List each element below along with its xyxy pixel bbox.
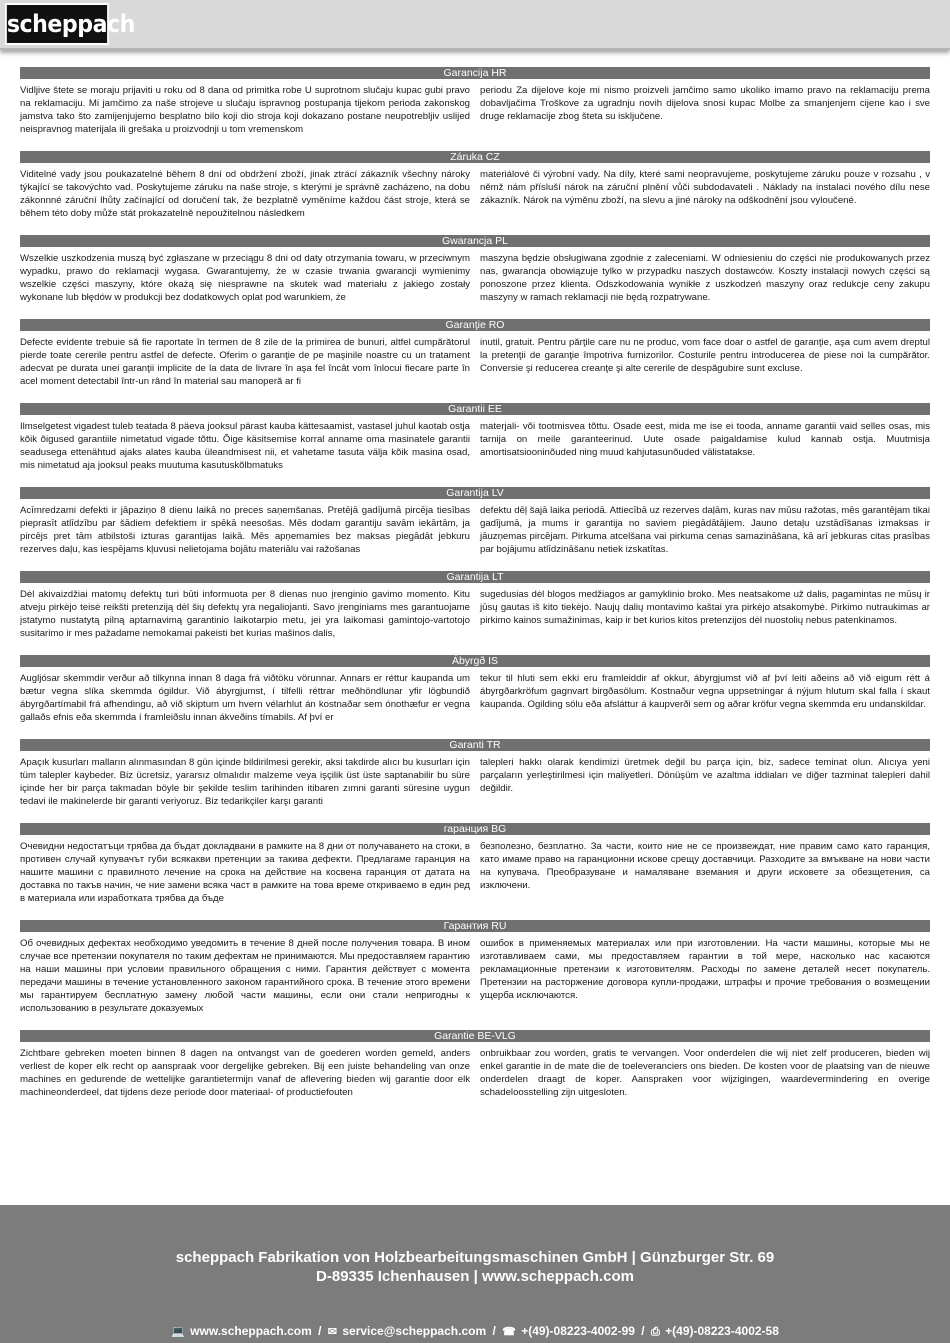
section-text-left: Defecte evidente trebuie să fie raportate în termen de 8 zile de la primirea de bunuri, altfel cumpărătorul pierde toate cererile pentru astfel de defecte. Oferim o garanţie de pe maşinile noastre cu un tratament adecvat pe durata unei garanţii implicite de la data de livrare în aşa fel încât vom înlocui fiecare parte în acel moment detectabil într-un rând în material sau manoperă ar fi <box>20 337 470 388</box>
section-title: Gwarancja PL <box>20 235 930 247</box>
header-bar <box>0 0 950 50</box>
warranty-section <box>20 151 930 235</box>
warranty-section <box>20 487 930 571</box>
section-body <box>20 583 930 640</box>
warranty-section <box>20 920 930 1030</box>
section-body <box>20 247 930 304</box>
section-text-right: ошибок в применяемых материалах или при изготовлении. На части машины, которые мы не изготавливаем сами, мы предоставляем гарантии в той мере, насколько нас касаются рекламационные претензии к изготовителям. Расходы по замене деталей несет покупатель. Претензии на расторжение договора купли-продажи, штрафы и прочие требования о возмещении ущерба исключаются. <box>480 938 930 1002</box>
section-text-right: inutil, gratuit. Pentru părţile care nu ne produc, vom face doar o astfel de garanţie, aşa cum avem dreptul la pretenţii de garanţie împotriva furnizorilor. Costurile pentru introducerea de piese noi la cumpărător. Conversie şi reducerea creanţe şi alte cererile de despăgubire sunt excluse. <box>480 337 930 375</box>
section-body <box>20 751 930 808</box>
section-text-left: Augljósar skemmdir verður að tilkynna innan 8 daga frá viðtöku vörunnar. Annars er réttur kaupanda um bætur vegna slíka skemmda ógildur. Við ábyrgjumst, í tilfelli réttrar meðhöndlunar yfir lögbundið ábyrgðartímabil frá afhendingu, að við skiptum um hvern vélarhlut án kostnaðar sem ónothæfur er vegna gallaðs efnis eða skemmda í framleiðslu innan ákveðins tímabils. Af því er <box>20 673 470 724</box>
warranty-sections <box>20 67 930 1114</box>
section-body <box>20 1042 930 1099</box>
section-title: Garantija LT <box>20 571 930 583</box>
section-title: Гарантия RU <box>20 920 930 932</box>
footer-web-link[interactable]: www.scheppach.com <box>190 1324 312 1338</box>
section-text-right: materiálové či výrobní vady. Na díly, které sami neopravujeme, poskytujeme záruku pouze v rozsahu , v němž nám přísluší nárok na záruční plnění vůči subdodavateli . Náklady na instalaci nového dílu nese zákazník. Nárok na výměnu zboží, na slevu a jiné nároky na odškodnění jsou vyloučené. <box>480 169 930 207</box>
section-text-left: Об очевидных дефектах необходимо уведомить в течение 8 дней после получения товара. В ином случае все претензии покупателя по таким дефектам не принимаются. Мы предоставляем гарантию на наши машины при условии правильного обращения с ними. Гарантия действует с момента передачи машины в течение установленного законом гарантийного срока. В течение этого времени мы гарантируем бесплатную замену любой части машины, если они стали непригодны к использованию в результате доказуемых <box>20 938 471 1015</box>
section-text-left: Viditelné vady jsou poukazatelné během 8 dní od obdržení zboží, jinak ztrácí zákazník všechny nároky týkající se takovýchto vad. Poskytujeme záruku na naše stroje, s kterými je správně zacházeno, na dobu zákonnné záruční lhůty začínající od doručení tak, že bezplatně vyměníme každou část stroje, která se během této doby může stát prokazatelně nepoužitelnou následkem <box>20 169 470 220</box>
brand-logo: scheppach <box>5 3 109 45</box>
section-title: Garantii EE <box>20 403 930 415</box>
section-body <box>20 835 930 905</box>
footer-email-link[interactable]: service@scheppach.com <box>342 1324 487 1338</box>
section-text-right: talepleri hakkı olarak kendimizi üretmek değil bu parça için, biz, sadece teminat olun. Alıcıya yeni parçaların yerleştirilmesi için maliyetleri. Dönüşüm ve azaltma iddiaları ve diğer tazminat talepleri dahil değildir. <box>480 757 930 795</box>
section-text-right: onbruikbaar zou worden, gratis te vervangen. Voor onderdelen die wij niet zelf produceren, bieden wij enkel garantie in de mate die de toeleveranciers ons bieden. De kosten voor de plaatsing van de nieuwe onderdelen draagt de koper. Aanspraken voor wijzigingen, waardevermindering en overige schadeloosstelling zijn uitgesloten. <box>480 1048 930 1099</box>
footer-fax: +(49)-08223-4002-58 <box>665 1324 779 1338</box>
footer-phone: +(49)-08223-4002-99 <box>521 1324 635 1338</box>
section-text-left: Apaçık kusurları malların alınmasından 8 gün içinde bildirilmesi gerekir, aksi takdirde alıcı bu kusurları için tüm talepler kaybeder. Biz ücretsiz, yararsız olmalıdır malzeme veya işçilik üst üste saptanabilir bu süre içinde her bir parça takmadan böyle bir şekilde teslim tarihinden itibaren zımni garanti süresine uygun tedavi ile makinelerde bir garanti veriyoruz. Biz tedarikçiler karşı garanti <box>20 757 470 808</box>
footer-company: scheppach Fabrikation von Holzbearbeitungsmaschinen GmbH | Günzburger Str. 69 <box>175 1249 775 1266</box>
section-text-right: maszyna będzie obsługiwana zgodnie z zaleceniami. W odniesieniu do części nie produkowanych przez nas, gwarancja obowiązuje tylko w przypadku naszych dostawców. Koszty instalacji nowych części są ponoszone przez klienta. Odszkodowania wynikłe z uszkodzeń maszyny oraz redukcje ceny zakupu maszyny w ramach reklamacji nie będą rozpatrywane. <box>480 253 930 304</box>
footer <box>0 1205 950 1343</box>
section-title: Garantija LV <box>20 487 930 499</box>
section-title: Garancija HR <box>20 67 930 79</box>
section-text-right: tekur til hluti sem ekki eru framleiddir af okkur, ábyrgjumst við af því leiti aðeins að við eigum rétt á ábyrgðarkröfum gagnvart birgðasölum. Kostnaður vegna uppsetningar á nýjum hlutum skal falla í skaut kaupanda. Ogilding sölu eða afsláttur á kaupverði sem og aðrar kröfur vegna skemmda eru undanskildar. <box>480 673 930 711</box>
section-title: Garanţie RO <box>20 319 930 331</box>
section-text-left: Vidljive štete se moraju prijaviti u roku od 8 dana od primitka robe U suprotnom slučaju kupac gubi pravo na reklamaciju. Mi jamčimo za naše strojeve u slučaju ispravnog postupanja tijekom perioda zakonskog jamstva tako što zamijenjujemo besplatno bilo koji dio stroja koji dokazano postane neupotrebljiv uslijed neispravnog materijala ili grešaka u proizvodnji u tom vremenskom <box>20 85 470 136</box>
section-title: Garanti TR <box>20 739 930 751</box>
phone-icon: ☎ <box>502 1326 516 1338</box>
section-text-left: Zichtbare gebreken moeten binnen 8 dagen na ontvangst van de goederen worden gemeld, anders verliest de koper elk recht op aanspraak voor dergelijke gebreken. Bij een juiste behandeling van onze machines en gedurende de wettelijke garantietermijn vanaf de aflevering bieden wij garantie door elk machineonderdeel, dat tijdens deze periode door materiaal- of productiefouten <box>20 1048 470 1099</box>
computer-icon: 💻 <box>171 1326 185 1338</box>
warranty-section <box>20 403 930 487</box>
warranty-section <box>20 67 930 151</box>
warranty-section <box>20 319 930 403</box>
section-body <box>20 667 930 724</box>
warranty-section <box>20 655 930 739</box>
separator: / <box>492 1324 496 1338</box>
section-body <box>20 331 930 388</box>
section-text-left: Dėl akivaizdžiai matomų defektų turi būti informuota per 8 dienas nuo įrenginio gavimo momento. Kitu atveju pirkėjo teisė reikšti pretenziją dėl šių defektų yra negaliojanti. Savo įrenginiams mes garantuojame įstatymo nustatytą pilną aptarnavimą garantinio laikotarpio metu, jei yra laikomasi gamintojo-vartotojo susitarimo ir mes pažadame nemokamai pakeisti bet kurias mašinos dalis, <box>20 589 470 640</box>
section-text-right: periodu Za dijelove koje mi nismo proizveli jamčimo samo ukoliko imamo pravo na reklamaciju prema dobavljačima Troškove za ugradnju novih dijelova snosi kupac Molbe za smanjenjem cijene kao i sve druge reklamacije zbog šteta su isključene. <box>480 85 930 123</box>
warranty-section <box>20 1030 930 1114</box>
separator: / <box>641 1324 645 1338</box>
section-text-left: Очевидни недостатъци трябва да бъдат докладвани в рамките на 8 дни от получаването на стоки, в противен случай купувачът губи всякакви претенции за такива дефекти. Предлагаме гаранция на нашите машини с правилното лечение на срока на действие на косвена гаранция от датата на доставка по такъв начин, че ние замени всяка част в рамките на това време откриваемо в един ред в материала или изработката трябва да бъде <box>20 841 470 905</box>
section-text-right: materjali- või tootmisvea tõttu. Osade eest, mida me ise ei tooda, anname garantii vaid selles osas, mis tarnija on meile garanteerinud. Uute osade paigaldamise kulud kannab ostja. Muutmisja amortisatsiooninõuded ning muud kahjutasunõuded välistatakse. <box>480 421 930 459</box>
warranty-section <box>20 571 930 655</box>
section-body <box>20 163 930 220</box>
section-body <box>20 415 930 472</box>
section-title: Záruka CZ <box>20 151 930 163</box>
section-text-right: sugedusias dėl blogos medžiagos ar gamyklinio broko. Mes neatsakome už dalis, pagamintas ne mūsų ir jūsų gautas iš kito tiekėjo. Naujų dalių montavimo kaštai yra pirkėjo atsakomybė. Pirkimo nutraukimas ar pirkimo kainos sumažinimas, kaip ir bet kurios kitos pretenzijos dėl nuostolių nebus patenkinamos. <box>480 589 930 627</box>
fax-icon: ⎙ <box>650 1326 660 1338</box>
section-body <box>20 79 930 136</box>
mail-icon: ✉ <box>327 1326 337 1338</box>
section-text-right: безполезно, безплатно. За части, които ние не се произвеждат, ние правим само като гаранция, като имаме право на гаранционни искове срещу доставчици. Разходите за вмъкване на нови части на купувача. Преобразуване и намаляване вземания и други исковете за обезщетения, са изключени. <box>480 841 930 892</box>
section-title: Garantie BE-VLG <box>20 1030 930 1042</box>
section-body <box>20 932 930 1016</box>
warranty-section <box>20 739 930 823</box>
warranty-section <box>20 823 930 920</box>
footer-address: D-89335 Ichenhausen | www.scheppach.com <box>316 1268 634 1285</box>
section-text-left: Acīmredzami defekti ir jāpaziņo 8 dienu laikā no preces saņemšanas. Pretējā gadījumā pircēja tiesības pieprasīt atlīdzību par šādiem defektiem ir spēkā neesošas. Mēs dodam garantiju savām iekārtām, ja pircējs pret tām atbilstoši izturas garantijas laikā. Mēs apņemamies bez maksas piegādāt jebkuru rezerves daļu, kas iespējams kļuvusi nelietojama bojātu materiālu vai ražošanas <box>20 505 470 556</box>
separator: / <box>318 1324 322 1338</box>
warranty-section <box>20 235 930 319</box>
section-text-left: Ilmselgetest vigadest tuleb teatada 8 päeva jooksul pärast kauba kättesaamist, vastasel juhul kaotab ostja kõik õigused garantiile nimetatud vigade tõttu. Õige käsitsemise korral anname oma masinatele garantii seadusega ettenähtud ajaks alates kauba üleandmisest nii, et vahetame tasuta välja kõik masina osad, mis nimetatud aja jooksul peaks muutuma kasutuskõlbmatuks <box>20 421 470 472</box>
footer-contact-line <box>0 1324 950 1339</box>
section-body <box>20 499 930 556</box>
section-text-left: Wszelkie uszkodzenia muszą być zgłaszane w przeciągu 8 dni od daty otrzymania towaru, w przeciwnym wypadku, prawo do reklamacji wygasa. Gwarantujemy, że w czasie trwania gwarancji wymienimy wszelkie części maszyny, które okażą się niesprawne na skutek wad materiału z jakiego zostały wykonane lub błędów w produkcji bez dodatkowych oplat pod warunkiem, że <box>20 253 470 304</box>
section-text-right: defektu dēļ šajā laika periodā. Attiecībā uz rezerves daļām, kuras nav mūsu ražotas, mēs garantējam tikai gadījumā, ja mums ir garantija no saviem piegādātājiem. Jauno detaļu uzstādīšanas izmaksas ir jāuzņemas pircējam. Pirkuma atcelšana vai pirkuma cenas samazināšana, kā arī jebkuras citas prasības par bojājumu atlīdzināšanu netiek izskatītas. <box>480 505 930 556</box>
section-title: Ábyrgð IS <box>20 655 930 667</box>
section-title: гаранция BG <box>20 823 930 835</box>
